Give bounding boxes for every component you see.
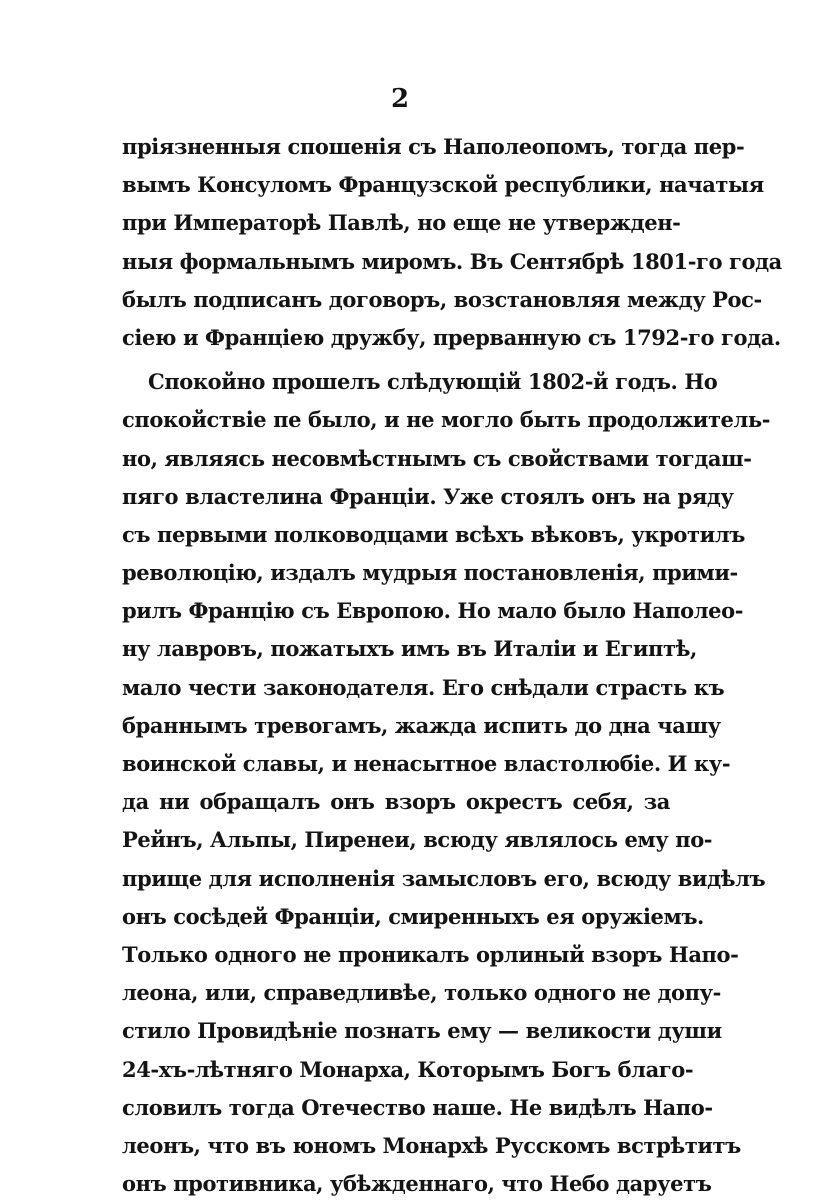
text-line: 24-хъ-лѣтняго Монарха, Которымъ Богъ благо- xyxy=(122,1056,694,1082)
text-line: воинской славы, и ненасытное властолюбіе. И ку- xyxy=(122,751,731,776)
paragraph-1 xyxy=(122,128,782,357)
text-line: мало чести законодателя. Его снѣдали страсть къ xyxy=(122,674,725,700)
text-line: при Императорѣ Павлѣ, но еще не утвержден- xyxy=(122,210,681,236)
text-line: онъ сосѣдей Франціи, смиренныхъ ея оружіемъ. xyxy=(122,903,704,929)
page-number: 2 xyxy=(390,84,410,114)
text-line: рилъ Францію съ Европою. Но мало было Наполео- xyxy=(122,598,744,624)
text-line: спокойствіе пе было, и не могло быть продолжитель- xyxy=(122,407,771,433)
text-line: ныя формальнымъ миромъ. Въ Сентябрѣ 1801-го года xyxy=(122,248,782,274)
text-line: словилъ тогда Отечество наше. Не видѣлъ Напо- xyxy=(122,1094,713,1120)
text-line: пріязненныя спошенія съ Наполеопомъ, тогда пер- xyxy=(122,134,745,159)
text-line: но, являясь несовмѣстнымъ съ свойствами тогдаш- xyxy=(122,445,752,471)
text-line: браннымъ тревогамъ, жажда испить до дна чашу xyxy=(122,712,721,738)
text-line: вымъ Консуломъ Французской республики, начатыя xyxy=(122,172,764,198)
text-line: Только одного не проникалъ орлиный взоръ Напо- xyxy=(122,941,739,967)
paragraph-2 xyxy=(122,363,771,1203)
text-line: Рейнъ, Альпы, Пиренеи, всюду являлось ему по- xyxy=(122,827,713,853)
text-line: былъ подписанъ договоръ, возстановляя между Рос- xyxy=(122,286,762,312)
text-line: Спокойно прошелъ слѣдующій 1802-й годъ. Но xyxy=(148,369,718,395)
text-line: революцію, издалъ мудрыя постановленія, прими- xyxy=(122,560,738,586)
text-line: онъ противника, убѣжденнаго, что Небо даруетъ xyxy=(122,1171,712,1197)
text-line: съ первыми полководцами всѣхъ вѣковъ, укротилъ xyxy=(122,521,745,547)
text-line: леонъ, что въ юномъ Монархѣ Русскомъ встрѣтитъ xyxy=(122,1132,741,1158)
text-line: пяго властелина Франціи. Уже стоялъ онъ на ряду xyxy=(122,483,734,509)
text-line: да ни обращалъ онъ взоръ окрестъ себя, за xyxy=(122,789,670,815)
body-text xyxy=(122,128,782,1203)
text-line: стило Провидѣніе познать ему — великости души xyxy=(122,1018,722,1044)
text-line: прище для исполненія замысловъ его, всюду видѣлъ xyxy=(122,865,766,891)
text-line: леона, или, справедливѣе, только одного не допу- xyxy=(122,980,721,1006)
text-line: сіею и Франціею дружбу, прерванную съ 1792-го года. xyxy=(122,324,781,350)
text-line: ну лавровъ, пожатыхъ имъ въ Италіи и Египтѣ, xyxy=(122,636,697,662)
